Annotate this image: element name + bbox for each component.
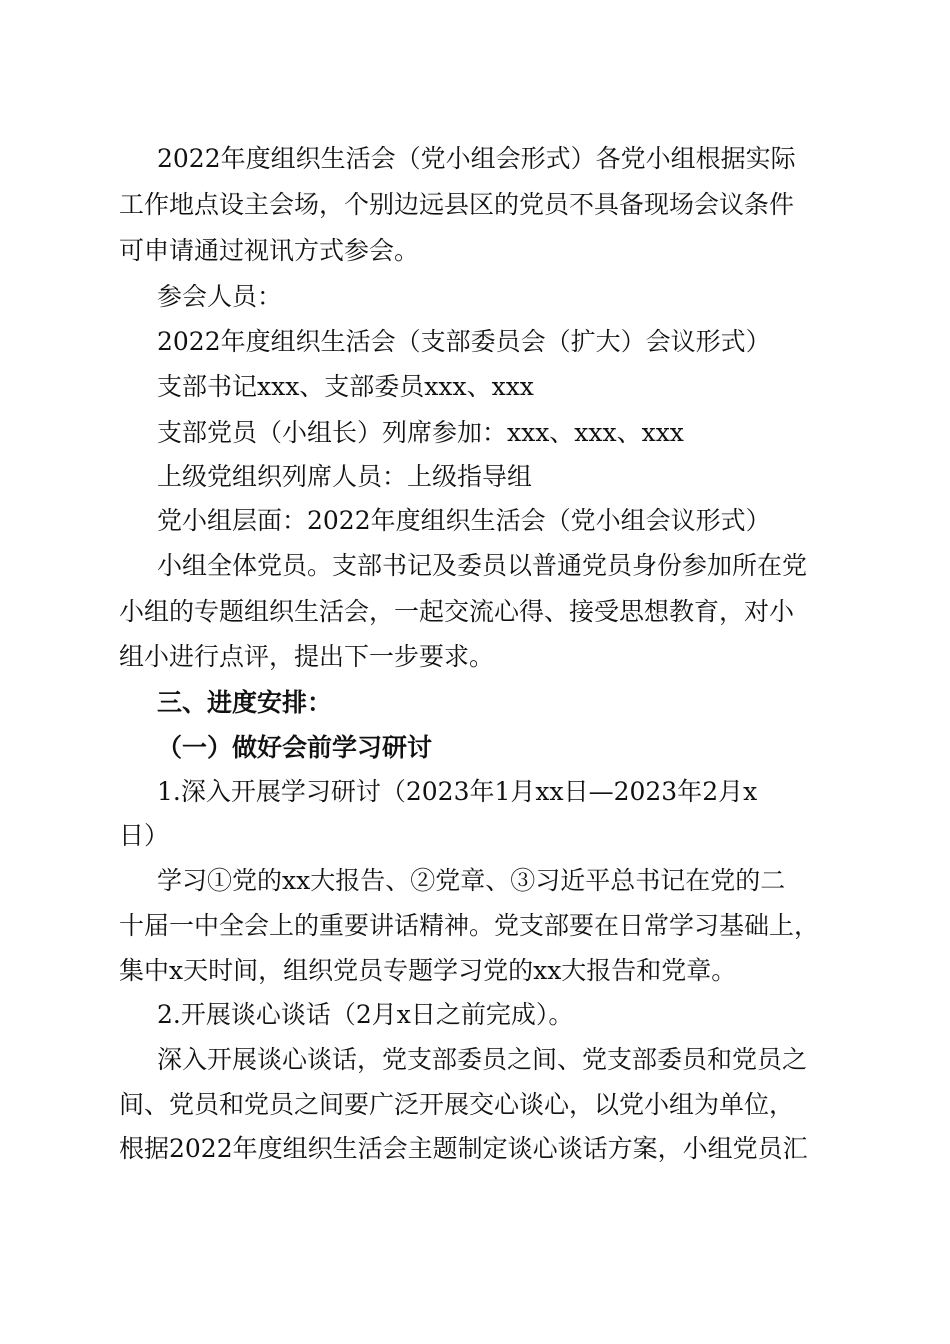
paragraph-line: 深入开展谈心谈话，党支部委员之间、党支部委员和党员之: [157, 1045, 808, 1074]
paragraph-line: 根据2022年度组织生活会主题制定谈心谈话方案，小组党员汇: [119, 1134, 808, 1163]
paragraph-line: 小组全体党员。支部书记及委员以普通党员身份参加所在党: [157, 551, 808, 580]
paragraph-line: 学习①党的xx大报告、②党章、③习近平总书记在党的二: [157, 866, 786, 895]
paragraph-line: 工作地点设主会场，个别边远县区的党员不具备现场会议条件: [119, 190, 795, 219]
paragraph-line: 集中x天时间，组织党员专题学习党的xx大报告和党章。: [119, 956, 737, 985]
paragraph-line: 1.深入开展学习研讨（2023年1月xx日—2023年2月x: [157, 777, 758, 806]
paragraph-line: 十届一中全会上的重要讲话精神。党支部要在日常学习基础上，: [119, 911, 820, 940]
paragraph-line: 日）: [119, 821, 170, 850]
subsection-heading: （一）做好会前学习研讨: [157, 733, 433, 762]
paragraph-line: 参会人员：: [157, 282, 283, 311]
paragraph-line: 小组的专题组织生活会，一起交流心得、接受思想教育，对小: [119, 597, 795, 626]
paragraph-line: 支部书记xxx、支部委员xxx、xxx: [157, 372, 534, 401]
paragraph-line: 党小组层面：2022年度组织生活会（党小组会议形式）: [157, 506, 771, 535]
paragraph-line: 2022年度组织生活会（支部委员会（扩大）会议形式）: [157, 327, 771, 356]
paragraph-line: 间、党员和党员之间要广泛开展交心谈心，以党小组为单位，: [119, 1090, 795, 1119]
paragraph-line: 组小进行点评，提出下一步要求。: [119, 642, 495, 671]
paragraph-line: 可申请通过视讯方式参会。: [119, 236, 420, 265]
paragraph-line: 上级党组织列席人员：上级指导组: [157, 462, 533, 491]
paragraph-line: 支部党员（小组长）列席参加：xxx、xxx、xxx: [157, 418, 684, 447]
section-heading: 三、进度安排：: [157, 688, 333, 717]
paragraph-line: 2.开展谈心谈话（2月x日之前完成）。: [157, 1000, 574, 1029]
paragraph-line: 2022年度组织生活会（党小组会形式）各党小组根据实际: [157, 144, 796, 173]
